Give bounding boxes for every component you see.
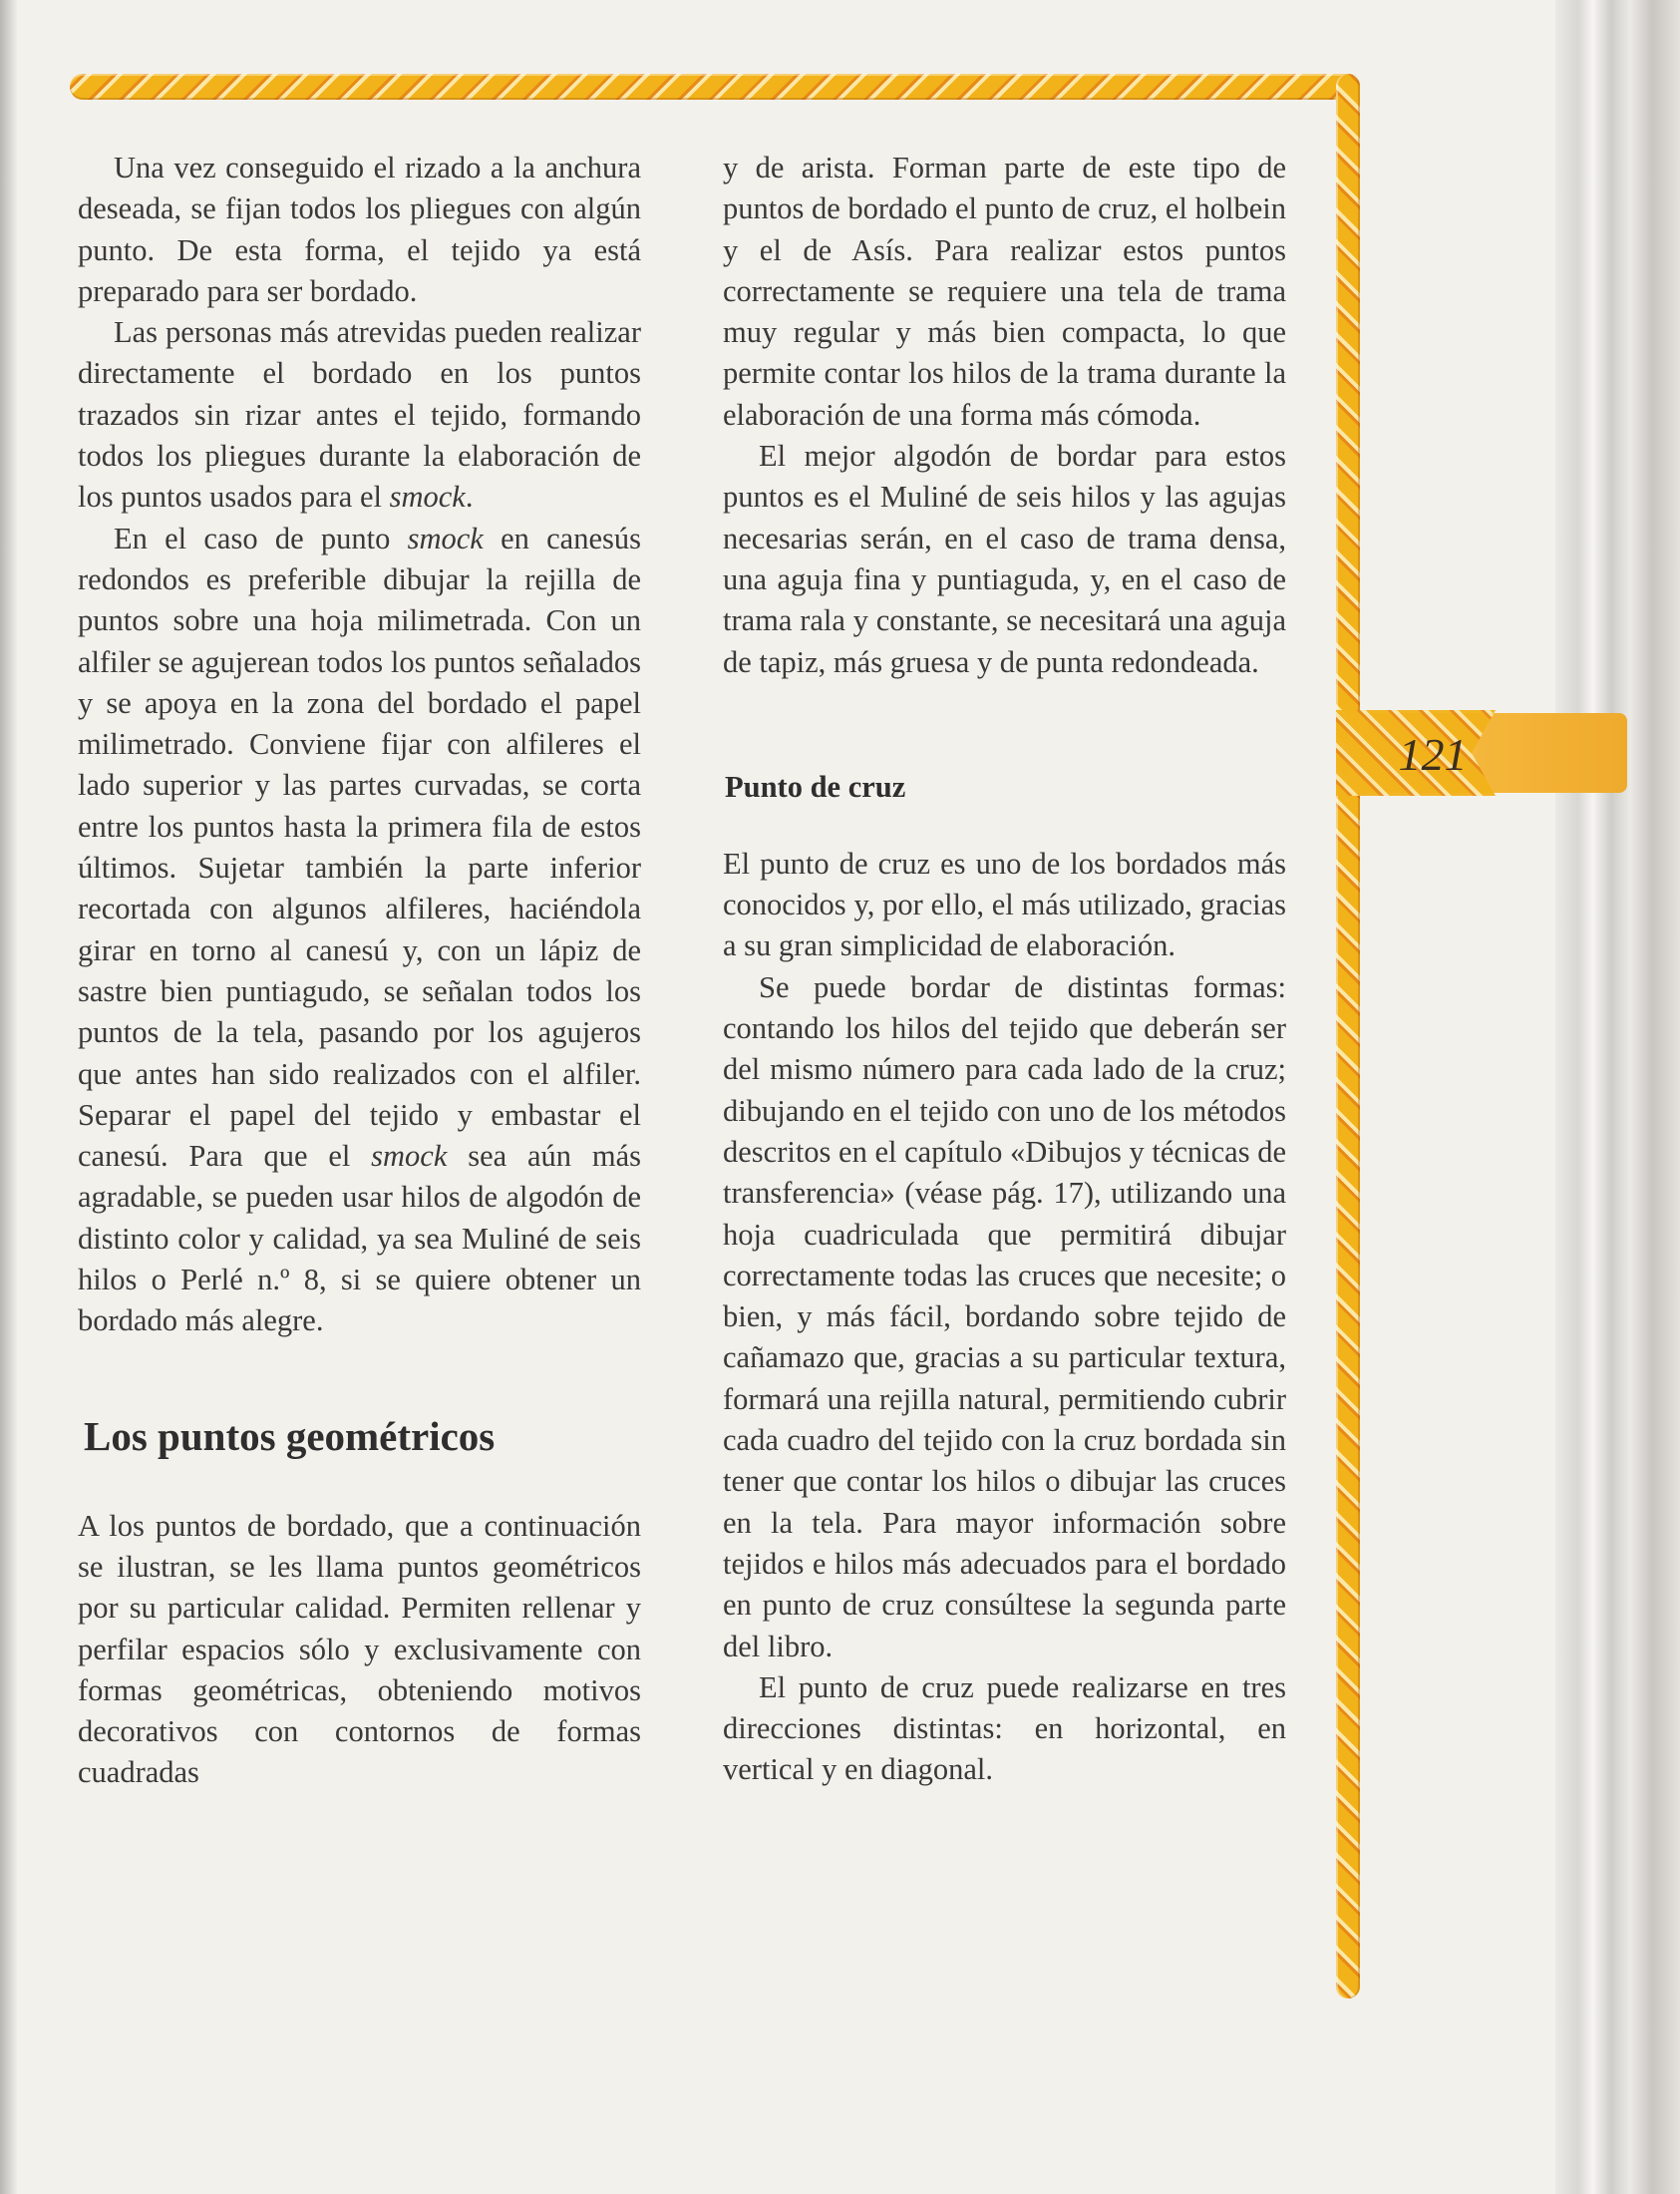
italic-term: smock bbox=[407, 521, 484, 555]
section-heading: Los puntos geométricos bbox=[84, 1412, 496, 1459]
decorative-braid-border-top bbox=[70, 74, 1356, 100]
paragraph: Las personas más atrevidas pueden realizar directamente el bordado en los puntos trazados sin rizar antes el tejido, formando todos los pliegues durante la elaboración de los puntos usados para el smock. bbox=[78, 315, 641, 515]
paragraph: El punto de cruz es uno de los bordados más conocidos y, por ello, el más utilizado, gracias a su gran simplicidad de elaboración. bbox=[723, 846, 1286, 963]
paragraph: A los puntos de bordado, que a continuación se ilustran, se les llama puntos geométricos por su particular calidad. Permiten rellenar y perfilar espacios sólo y exclusivamente con formas geométricas, obteniendo motivos decorativos con contornos de formas cuadradas bbox=[78, 1508, 641, 1790]
paragraph: y de arista. Forman parte de este tipo de puntos de bordado el punto de cruz, el holbein y el de Asís. Para realizar estos puntos correctamente se requiere una tela de trama muy regular y más bien compacta, lo que permite contar los hilos de la trama durante la elaboración de una forma más cómoda. bbox=[723, 151, 1286, 432]
paragraph: En el caso de punto smock en canesús redondos es preferible dibujar la rejilla de puntos sobre una hoja milimetrada. Con un alfiler se agujerean todos los puntos señalados y se apoya en la zona del bordado el papel milimetrado. Conviene fijar con alfileres el lado superior y las partes curvadas, se corta entre los puntos hasta la primera fila de estos últimos. Sujetar también la parte inferior recortada con algunos alfileres, haciéndola girar en torno al canesú y, con un lápiz de sastre bien puntiagudo, se señalan todos los puntos de la tela, pasando por los agujeros que antes han sido realizados con el alfiler. Separar el papel del tejido y embastar el canesú. Para que el smock sea aún más agradable, se pueden usar hilos de algodón de distinto color y calidad, ya sea Muliné de seis hilos o Perlé n.º 8, si se quiere obtener un bordado más alegre. bbox=[78, 521, 641, 1338]
subheading: Punto de cruz bbox=[725, 769, 906, 804]
paragraph: Se puede bordar de distintas formas: contando los hilos del tejido que deberán ser del mismo número para cada lado de la cruz; dibujando en el tejido con uno de los métodos descritos en el capítulo «Dibujos y técnicas de transferencia» (véase pág. 17), utilizando una hoja cuadriculada que permitirá dibujar correctamente todas las cruces que necesite; o bien, y más fácil, bordando sobre tejido de cañamazo que, gracias a su particular textura, formará una rejilla natural, permitiendo cubrir cada cuadro del tejido con la cruz bordada sin tener que contar los hilos o dibujar las cruces en la tela. Para mayor información sobre tejidos e hilos más adecuados para el bordado en punto de cruz consúltese la segunda parte del libro. bbox=[723, 969, 1286, 1663]
italic-term: smock bbox=[389, 480, 466, 515]
paragraph: El mejor algodón de bordar para estos puntos es el Muliné de seis hilos y las agujas necesarias serán, en el caso de trama densa, una aguja fina y puntiaguda, y, en el caso de trama rala y constante, se necesitará una aguja de tapiz, más gruesa y de punta redondeada. bbox=[723, 439, 1286, 679]
page-number: 121 bbox=[1398, 729, 1468, 780]
italic-term: smock bbox=[371, 1139, 448, 1174]
book-page-edges bbox=[1555, 0, 1680, 2194]
page-gutter-shadow bbox=[0, 0, 18, 2194]
paragraph: El punto de cruz puede realizarse en tres direcciones distintas: en horizontal, en vertical y en diagonal. bbox=[723, 1669, 1286, 1787]
left-column bbox=[78, 148, 641, 1794]
decorative-braid-border-right bbox=[1336, 74, 1360, 1999]
right-column bbox=[723, 148, 1286, 1791]
paragraph: Una vez conseguido el rizado a la anchura deseada, se fijan todos los pliegues con algún punto. De esta forma, el tejido ya está preparado para ser bordado. bbox=[78, 151, 641, 308]
